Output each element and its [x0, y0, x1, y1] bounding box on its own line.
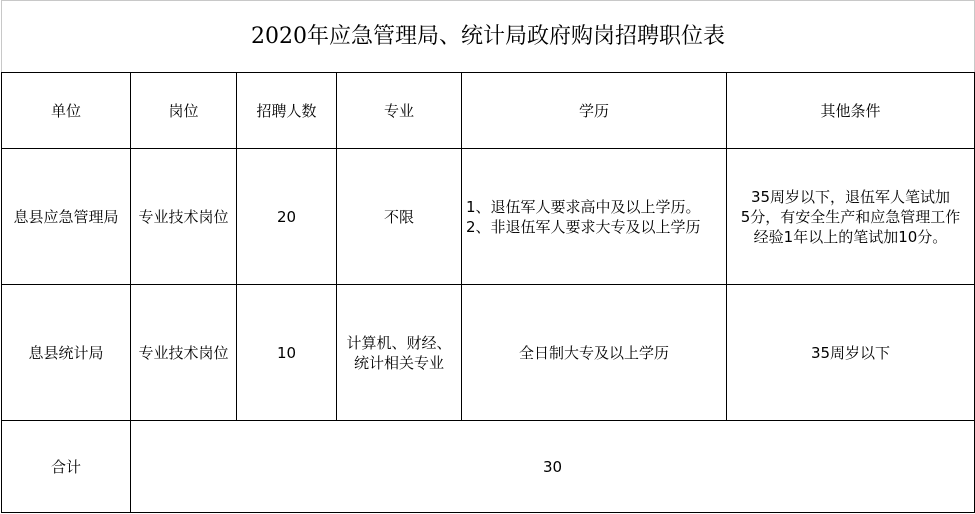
table-title: 2020年应急管理局、统计局政府购岗招聘职位表 [2, 1, 975, 73]
cell-unit: 息县统计局 [2, 285, 131, 421]
education-line: 2、非退伍军人要求大专及以上学历 [466, 217, 701, 236]
header-other: 其他条件 [727, 73, 975, 149]
header-position: 岗位 [131, 73, 237, 149]
cell-education [462, 149, 727, 285]
cell-count: 10 [237, 285, 337, 421]
education-line: 1、退伍军人要求高中及以上学历。 [466, 197, 701, 216]
other-line: 经验1年以上的笔试加10分。 [753, 227, 948, 246]
title-row [2, 1, 975, 73]
cell-major [337, 285, 462, 421]
cell-position: 专业技术岗位 [131, 149, 237, 285]
total-label: 合计 [2, 421, 131, 513]
cell-count: 20 [237, 149, 337, 285]
header-count: 招聘人数 [237, 73, 337, 149]
cell-major: 不限 [337, 149, 462, 285]
table-row [2, 149, 975, 285]
other-line: 35周岁以下，退伍军人笔试加 [750, 187, 951, 206]
recruitment-table [1, 0, 975, 513]
cell-education: 全日制大专及以上学历 [462, 285, 727, 421]
cell-other: 35周岁以下 [727, 285, 975, 421]
cell-unit: 息县应急管理局 [2, 149, 131, 285]
table-row [2, 285, 975, 421]
header-unit: 单位 [2, 73, 131, 149]
total-row [2, 421, 975, 513]
cell-position: 专业技术岗位 [131, 285, 237, 421]
other-line: 5分，有安全生产和应急管理工作 [740, 207, 961, 226]
major-line: 计算机、财经、 [346, 333, 452, 352]
total-value: 30 [131, 421, 975, 513]
major-line: 统计相关专业 [353, 353, 444, 372]
cell-other [727, 149, 975, 285]
header-education: 学历 [462, 73, 727, 149]
header-row [2, 73, 975, 149]
header-major: 专业 [337, 73, 462, 149]
